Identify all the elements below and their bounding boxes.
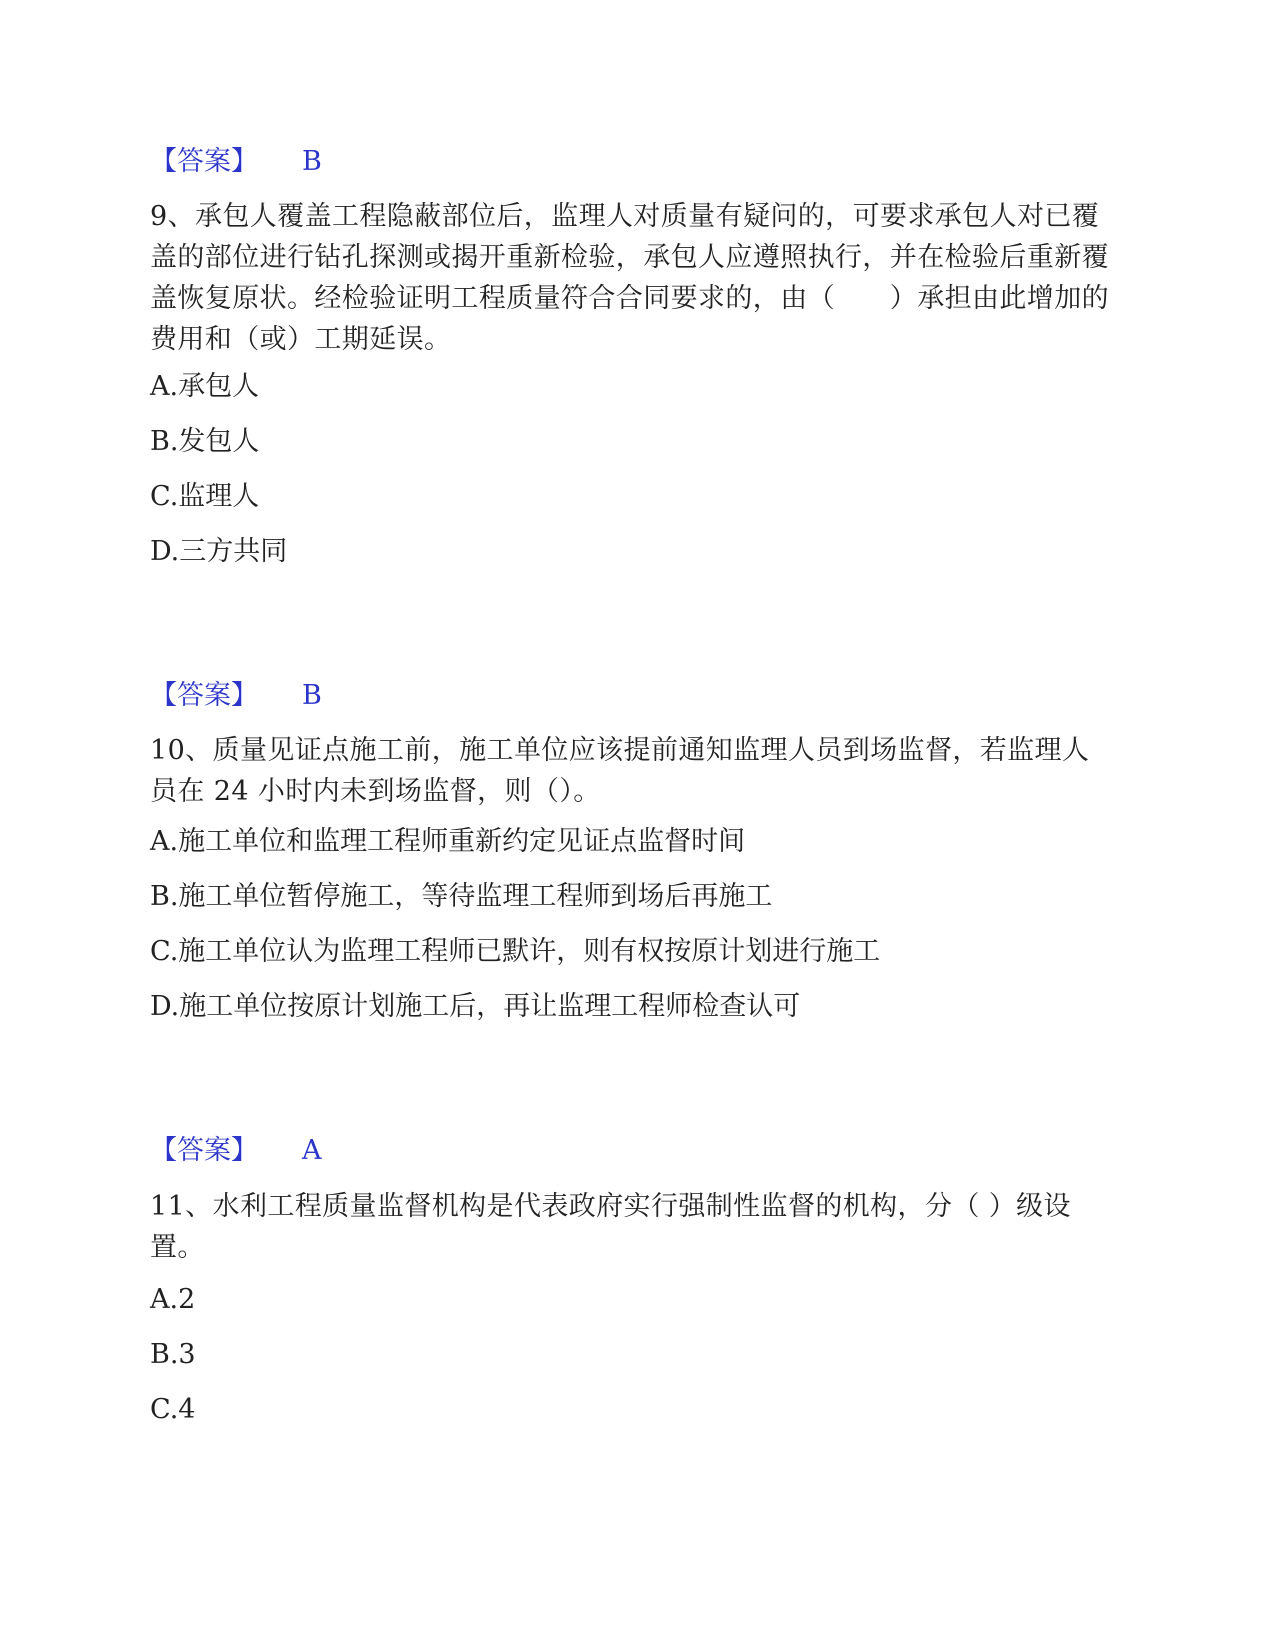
document-page (150, 0, 1110, 1650)
answer-line (150, 678, 322, 714)
option-a: A.施工单位和监理工程师重新约定见证点监督时间 (150, 826, 746, 857)
answer-value: B (302, 146, 322, 177)
answer-value: A (302, 1135, 322, 1166)
option-a: A.2 (150, 1284, 196, 1315)
option-d: D.施工单位按原计划施工后，再让监理工程师检查认可 (150, 991, 801, 1022)
answer-label: 【答案】 (150, 1135, 258, 1166)
question-9: 9、承包人覆盖工程隐蔽部位后，监理人对质量有疑问的，可要求承包人对已覆盖的部位进行钻孔探测或揭开重新检验，承包人应遵照执行，并在检验后重新覆盖恢复原状。经检验证明工程质量符合合同要求的，由（ ）承担由此增加的费用和（或）工期延误。 (150, 201, 1109, 355)
question-11: 11、水利工程质量监督机构是代表政府实行强制性监督的机构，分（ ）级设置。 (150, 1191, 1071, 1263)
option-b: B.发包人 (150, 426, 260, 457)
option-c: C.4 (150, 1394, 196, 1425)
answer-line (150, 1133, 322, 1169)
answer-label: 【答案】 (150, 680, 258, 711)
option-b: B.施工单位暂停施工，等待监理工程师到场后再施工 (150, 881, 773, 912)
option-c: C.施工单位认为监理工程师已默许，则有权按原计划进行施工 (150, 936, 881, 967)
option-c: C.监理人 (150, 481, 260, 512)
question-10: 10、质量见证点施工前，施工单位应该提前通知监理人员到场监督，若监理人员在 24 小时内未到场监督，则（）。 (150, 735, 1090, 807)
option-d: D.三方共同 (150, 536, 288, 567)
answer-line (150, 144, 322, 180)
option-a: A.承包人 (150, 371, 260, 402)
answer-label: 【答案】 (150, 146, 258, 177)
option-b: B.3 (150, 1339, 196, 1370)
answer-value: B (302, 680, 322, 711)
